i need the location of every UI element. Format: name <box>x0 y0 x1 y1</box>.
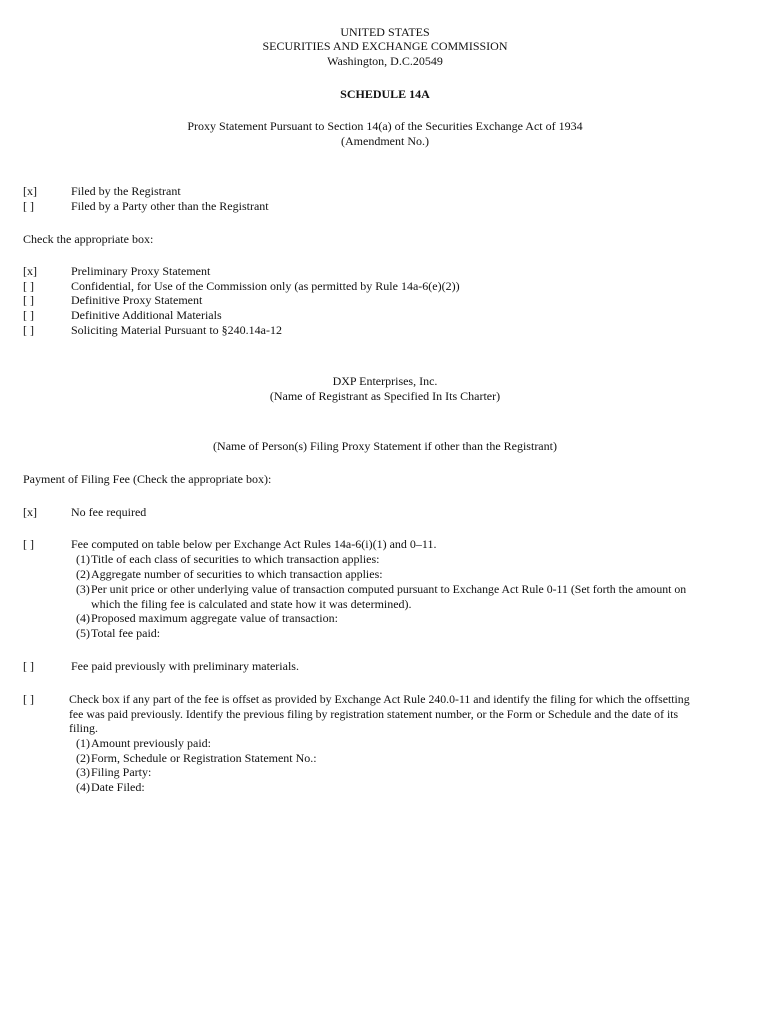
offset-item-text: Filing Party: <box>91 765 152 779</box>
definitive-additional-checkbox: [ ] <box>23 308 34 322</box>
payment-instruction: Payment of Filing Fee (Check the appropriate box): <box>23 472 272 486</box>
offset-item-number: (3) <box>76 765 90 779</box>
fee-item-4 <box>76 611 338 626</box>
amendment-number: (Amendment No.) <box>341 134 429 148</box>
offset-item-4 <box>76 780 145 795</box>
header-location: Washington, D.C.20549 <box>327 54 443 68</box>
offset-item-number: (2) <box>76 751 90 765</box>
check-box-instruction: Check the appropriate box: <box>23 232 154 246</box>
offset-item-2 <box>76 751 317 766</box>
registrant-name-caption: (Name of Registrant as Specified In Its Charter) <box>269 389 501 403</box>
offset-item-1 <box>76 736 211 751</box>
schedule-title: SCHEDULE 14A <box>340 87 430 101</box>
fee-offset-line-3: filing. <box>69 721 98 735</box>
fee-item-number: (5) <box>76 626 90 640</box>
offset-item-number: (1) <box>76 736 90 750</box>
filed-by-other-party-checkbox: [ ] <box>23 199 34 213</box>
filed-by-other-party-label: Filed by a Party other than the Registrant <box>71 199 269 213</box>
fee-item-text: Per unit price or other underlying value of transaction computed pursuant to Exchange Act Rule 0-11 (Set forth the amount on <box>91 582 687 596</box>
fee-item-3-continuation: which the filing fee is calculated and state how it was determined). <box>91 597 412 611</box>
fee-computed-label: Fee computed on table below per Exchange Act Rules 14a-6(i)(1) and 0–11. <box>71 537 437 551</box>
filed-by-registrant-checkbox: [x] <box>23 184 37 198</box>
no-fee-checkbox: [x] <box>23 505 37 519</box>
fee-paid-previously-label: Fee paid previously with preliminary materials. <box>71 659 299 673</box>
offset-item-number: (4) <box>76 780 90 794</box>
no-fee-label: No fee required <box>71 505 147 519</box>
fee-paid-previously-checkbox: [ ] <box>23 659 34 673</box>
filer-name-caption: (Name of Person(s) Filing Proxy Statement if other than the Registrant) <box>213 439 557 453</box>
soliciting-material-checkbox: [ ] <box>23 323 34 337</box>
preliminary-proxy-checkbox: [x] <box>23 264 37 278</box>
fee-item-text: Total fee paid: <box>91 626 161 640</box>
filed-by-registrant-label: Filed by the Registrant <box>71 184 181 198</box>
offset-item-text: Date Filed: <box>91 780 145 794</box>
soliciting-material-label: Soliciting Material Pursuant to §240.14a-12 <box>71 323 282 337</box>
offset-item-text: Amount previously paid: <box>91 736 211 750</box>
fee-item-5 <box>76 626 160 641</box>
fee-item-3 <box>76 582 686 597</box>
fee-computed-checkbox: [ ] <box>23 537 34 551</box>
registrant-name: DXP Enterprises, Inc. <box>332 374 438 388</box>
fee-offset-line-1: Check box if any part of the fee is offset as provided by Exchange Act Rule 240.0-11 and identify the filing for which the offsetting <box>69 692 690 706</box>
definitive-proxy-label: Definitive Proxy Statement <box>71 293 203 307</box>
confidential-checkbox: [ ] <box>23 279 34 293</box>
fee-item-1 <box>76 552 379 567</box>
proxy-statement-subtitle: Proxy Statement Pursuant to Section 14(a) of the Securities Exchange Act of 1934 <box>187 119 583 133</box>
confidential-label: Confidential, for Use of the Commission only (as permitted by Rule 14a-6(e)(2)) <box>71 279 460 293</box>
header-country: UNITED STATES <box>340 25 430 39</box>
fee-item-number: (2) <box>76 567 90 581</box>
fee-item-2 <box>76 567 383 582</box>
header-commission: SECURITIES AND EXCHANGE COMMISSION <box>262 39 508 53</box>
fee-item-number: (1) <box>76 552 90 566</box>
fee-item-text: Aggregate number of securities to which transaction applies: <box>91 567 383 581</box>
definitive-proxy-checkbox: [ ] <box>23 293 34 307</box>
offset-item-text: Form, Schedule or Registration Statement No.: <box>91 751 317 765</box>
offset-item-3 <box>76 765 151 780</box>
fee-item-text: Proposed maximum aggregate value of transaction: <box>91 611 338 625</box>
fee-offset-line-2: fee was paid previously. Identify the previous filing by registration statement number, or the Form or Schedule and the date of its <box>69 707 679 721</box>
fee-item-number: (3) <box>76 582 90 596</box>
fee-item-number: (4) <box>76 611 90 625</box>
preliminary-proxy-label: Preliminary Proxy Statement <box>71 264 211 278</box>
fee-offset-checkbox: [ ] <box>23 692 34 706</box>
definitive-additional-label: Definitive Additional Materials <box>71 308 222 322</box>
fee-item-text: Title of each class of securities to which transaction applies: <box>91 552 380 566</box>
